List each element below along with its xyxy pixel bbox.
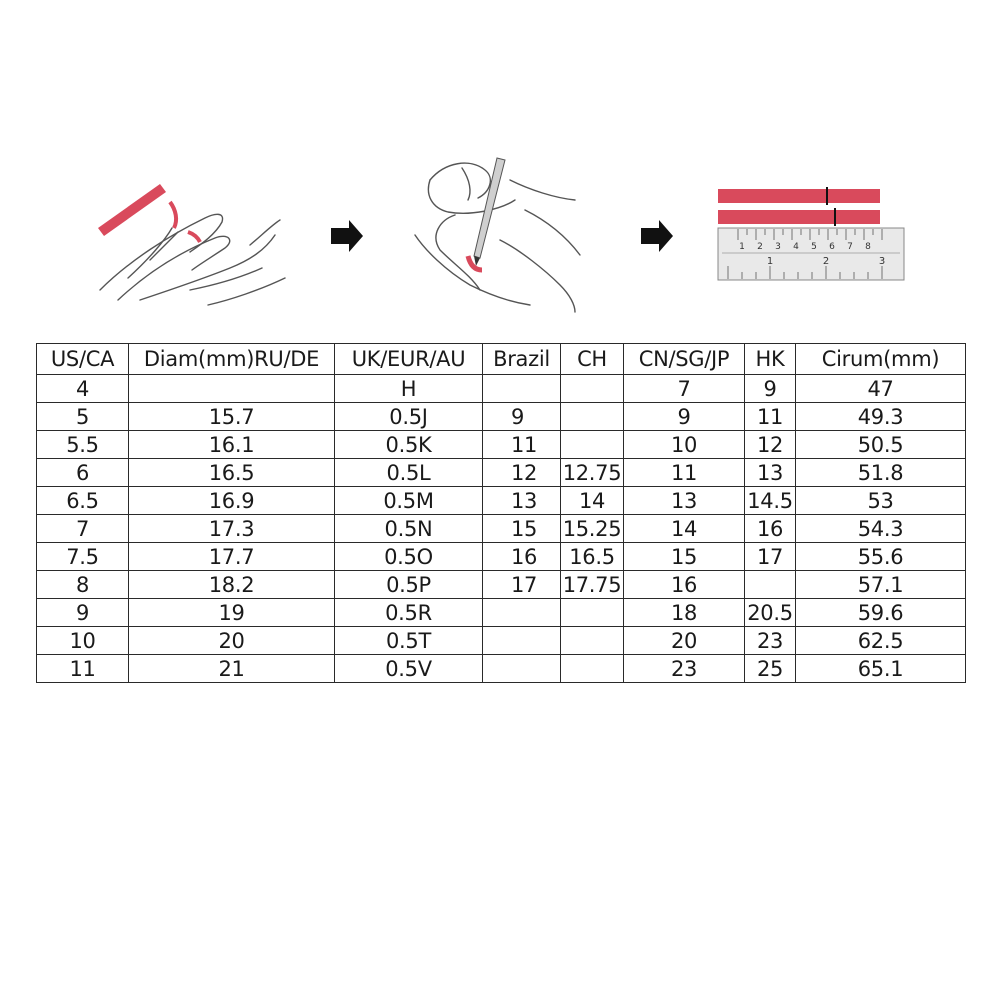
cell-cn: 15 <box>624 543 745 571</box>
table-row <box>37 655 966 683</box>
ruler-inch-label: 2 <box>757 242 763 252</box>
cell-brazil: 11 <box>483 431 561 459</box>
cell-uk: 0.5O <box>335 543 483 571</box>
cell-hk: 9 <box>745 375 796 403</box>
cell-us-ca: 9 <box>37 599 129 627</box>
cell-brazil <box>483 599 561 627</box>
cell-hk: 13 <box>745 459 796 487</box>
strips-on-ruler-icon <box>718 187 904 280</box>
header-diam-ru-de: Diam(mm)RU/DE <box>129 344 335 375</box>
arrow-right-icon <box>641 220 673 252</box>
cell-uk: 0.5K <box>335 431 483 459</box>
arrow-right-icon <box>331 220 363 252</box>
ruler-cm-label: 2 <box>822 256 830 267</box>
cell-uk: 0.5R <box>335 599 483 627</box>
cell-cirum: 47 <box>796 375 966 403</box>
header-us-ca: US/CA <box>37 344 129 375</box>
cell-hk <box>745 571 796 599</box>
cell-brazil: 13 <box>483 487 561 515</box>
table-row <box>37 459 966 487</box>
cell-diam: 21 <box>129 655 335 683</box>
cell-hk: 16 <box>745 515 796 543</box>
instructions-illustration <box>0 140 1002 330</box>
cell-brazil: 12 <box>483 459 561 487</box>
cell-diam: 16.5 <box>129 459 335 487</box>
ruler-cm-label: 1 <box>766 256 774 267</box>
cell-brazil <box>483 375 561 403</box>
cell-ch: 17.75 <box>561 571 624 599</box>
cell-us-ca: 5 <box>37 403 129 431</box>
ruler-inch-label: 8 <box>865 242 871 252</box>
cell-ch: 14 <box>561 487 624 515</box>
cell-uk: 0.5T <box>335 627 483 655</box>
cell-cn: 11 <box>624 459 745 487</box>
cell-hk: 25 <box>745 655 796 683</box>
header-brazil: Brazil <box>483 344 561 375</box>
table-header-row <box>37 344 966 375</box>
cell-brazil <box>483 627 561 655</box>
cell-hk: 20.5 <box>745 599 796 627</box>
cell-us-ca: 6 <box>37 459 129 487</box>
ring-size-table <box>36 343 966 683</box>
cell-hk: 11 <box>745 403 796 431</box>
cell-us-ca: 5.5 <box>37 431 129 459</box>
header-hk: HK <box>745 344 796 375</box>
cell-us-ca: 11 <box>37 655 129 683</box>
cell-diam: 17.7 <box>129 543 335 571</box>
table-row <box>37 403 966 431</box>
cell-cn: 10 <box>624 431 745 459</box>
cell-ch <box>561 375 624 403</box>
cell-us-ca: 7 <box>37 515 129 543</box>
cell-ch <box>561 403 624 431</box>
cell-hk: 14.5 <box>745 487 796 515</box>
table-row <box>37 543 966 571</box>
table-row <box>37 431 966 459</box>
paper-strip-icon <box>98 184 200 242</box>
table-row <box>37 375 966 403</box>
cell-diam: 15.7 <box>129 403 335 431</box>
header-cn-sg-jp: CN/SG/JP <box>624 344 745 375</box>
cell-cn: 16 <box>624 571 745 599</box>
cell-cn: 7 <box>624 375 745 403</box>
cell-cirum: 59.6 <box>796 599 966 627</box>
cell-hk: 23 <box>745 627 796 655</box>
table-row <box>37 599 966 627</box>
table-row <box>37 515 966 543</box>
cell-cirum: 49.3 <box>796 403 966 431</box>
cell-us-ca: 7.5 <box>37 543 129 571</box>
cell-brazil: 15 <box>483 515 561 543</box>
hand-with-strip-icon <box>100 214 285 305</box>
cell-ch: 16.5 <box>561 543 624 571</box>
cell-uk: 0.5P <box>335 571 483 599</box>
cell-uk: 0.5M <box>335 487 483 515</box>
cell-uk: 0.5L <box>335 459 483 487</box>
header-uk-eur-au: UK/EUR/AU <box>335 344 483 375</box>
cell-cirum: 62.5 <box>796 627 966 655</box>
cell-cirum: 55.6 <box>796 543 966 571</box>
ruler-inch-label: 7 <box>847 242 853 252</box>
cell-cn: 20 <box>624 627 745 655</box>
cell-us-ca: 10 <box>37 627 129 655</box>
cell-us-ca: 4 <box>37 375 129 403</box>
cell-ch <box>561 431 624 459</box>
cell-cn: 9 <box>624 403 745 431</box>
cell-cirum: 51.8 <box>796 459 966 487</box>
cell-diam: 17.3 <box>129 515 335 543</box>
cell-us-ca: 6.5 <box>37 487 129 515</box>
table-row <box>37 571 966 599</box>
header-ch: CH <box>561 344 624 375</box>
cell-diam: 19 <box>129 599 335 627</box>
cell-diam: 20 <box>129 627 335 655</box>
ruler-inch-label: 5 <box>811 242 817 252</box>
ruler-inch-label: 4 <box>793 242 799 252</box>
cell-ch <box>561 655 624 683</box>
table-row <box>37 487 966 515</box>
ruler-cm-label: 3 <box>878 256 886 267</box>
cell-diam <box>129 375 335 403</box>
cell-diam: 16.9 <box>129 487 335 515</box>
cell-ch <box>561 627 624 655</box>
cell-hk: 17 <box>745 543 796 571</box>
cell-hk: 12 <box>745 431 796 459</box>
cell-cn: 18 <box>624 599 745 627</box>
cell-cirum: 50.5 <box>796 431 966 459</box>
cell-diam: 18.2 <box>129 571 335 599</box>
cell-ch: 15.25 <box>561 515 624 543</box>
cell-cn: 23 <box>624 655 745 683</box>
cell-brazil: 17 <box>483 571 561 599</box>
cell-uk: 0.5J <box>335 403 483 431</box>
cell-brazil: 9 <box>483 403 561 431</box>
cell-brazil <box>483 655 561 683</box>
cell-uk: 0.5N <box>335 515 483 543</box>
cell-diam: 16.1 <box>129 431 335 459</box>
cell-cirum: 53 <box>796 487 966 515</box>
cell-ch <box>561 599 624 627</box>
cell-us-ca: 8 <box>37 571 129 599</box>
ruler-inch-label: 3 <box>775 242 781 252</box>
cell-brazil: 16 <box>483 543 561 571</box>
cell-cn: 13 <box>624 487 745 515</box>
cell-cirum: 65.1 <box>796 655 966 683</box>
ruler-inch-label: 6 <box>829 242 835 252</box>
table-row <box>37 627 966 655</box>
cell-uk: 0.5V <box>335 655 483 683</box>
ruler-inch-label: 1 <box>739 242 745 252</box>
cell-cirum: 57.1 <box>796 571 966 599</box>
cell-cirum: 54.3 <box>796 515 966 543</box>
cell-uk: H <box>335 375 483 403</box>
cell-cn: 14 <box>624 515 745 543</box>
cell-ch: 12.75 <box>561 459 624 487</box>
header-cirum: Cirum(mm) <box>796 344 966 375</box>
